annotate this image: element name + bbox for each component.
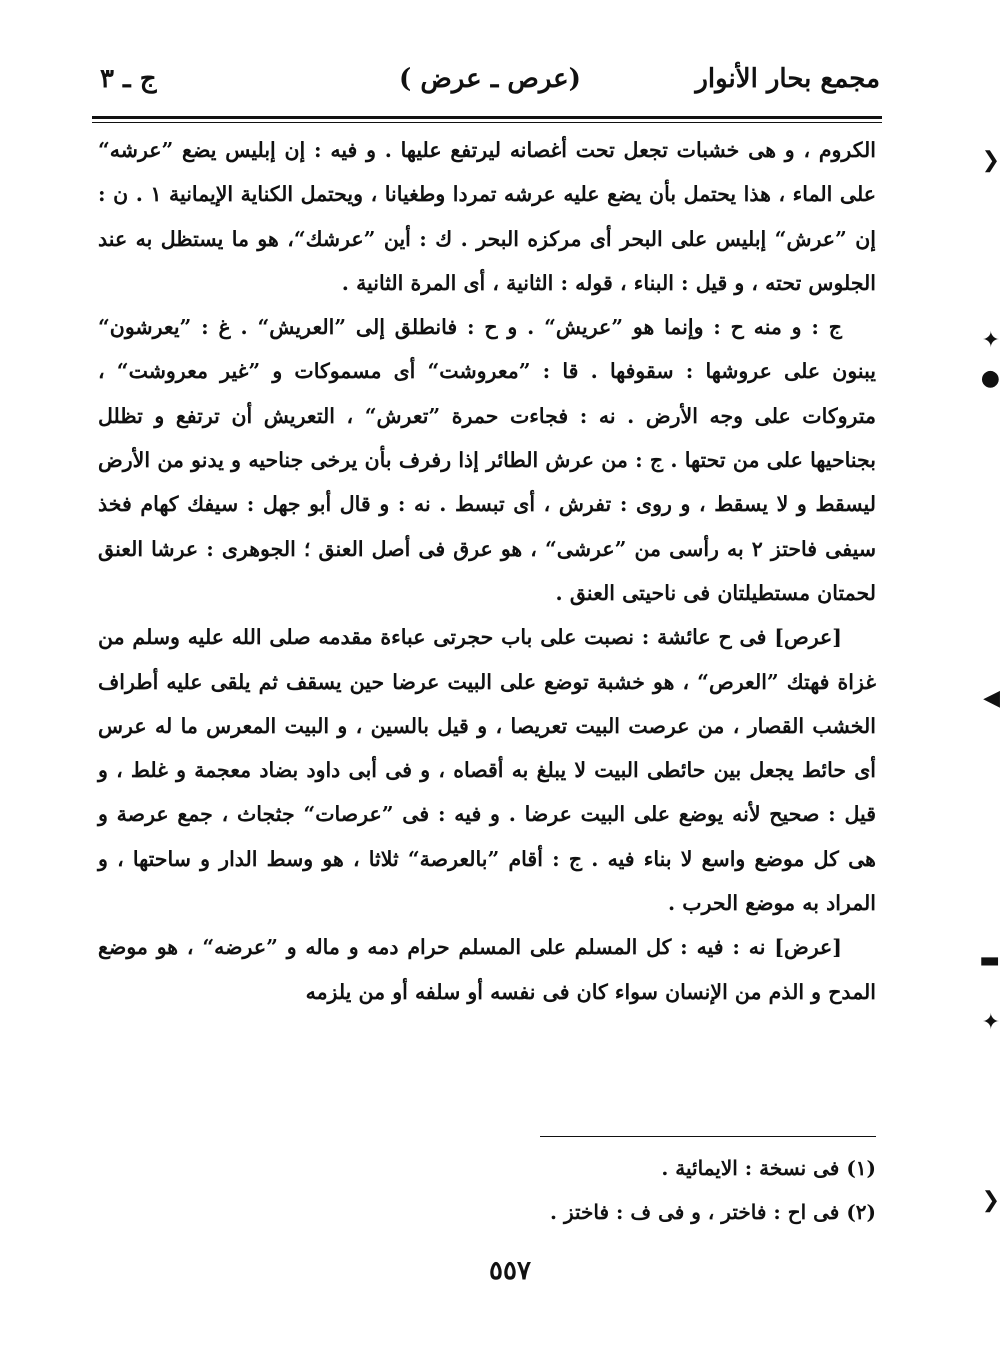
binding-mark-icon: ❯ <box>981 148 1000 173</box>
binding-mark-icon: ◀ <box>983 686 1000 711</box>
volume-label: ج ـ ٣ <box>100 64 157 94</box>
footnote-1: (١) فى نسخة : الايمائية . <box>661 1156 876 1180</box>
paragraph-ard: [عرض] نه : فيه : كل المسلم على المسلم حرام دمه و ماله و ”عرضه“ ، هو موضع المدح و الذم من الإنسان سواء كان فى نفسه أو سلفه أو من يلزمه <box>98 935 876 1004</box>
footnote-rule <box>540 1136 876 1137</box>
running-header <box>100 58 880 108</box>
footnotes <box>500 1146 876 1234</box>
binding-mark-icon: ▬ <box>979 948 1000 973</box>
binding-mark-icon: ✦ <box>981 328 1000 353</box>
binding-mark-icon: ● <box>980 366 1000 391</box>
binding-mark-icon: ✦ <box>981 1010 1000 1035</box>
paragraph-arish: ج : و منه ح : وإنما هو ”عريش“ . و ح : فانطلق إلى ”العريش“ . غ : ”يعرشون“ يبنون على عروشها : سقوفها . قا : ”معروشت“ أى مسموكات و ”غير معروشت“ ، متروكات على وجه الأرض . نه : فجاءت حمرة ”تعرش“ ، التعريش أن ترتفع و تظلل بجناحيها على من تحتها . ج : من عرش الطائر إذا رفرف بأن يرخى جناحيه و يدنو من الأرض ليسقط و لا يسقط ، و روى : تفرش ، أى تبسط . نه : و قال أبو جهل : سيفك كهام فخذ سيفى فاحتز ٢ به رأسى من ”عرشى“ ، هو عرق فى أصل العنق ؛ الجوهرى : عرشا العنق لحمتان مستطيلتان فى ناحيتى العنق . <box>98 315 876 605</box>
page-number: ٥٥٧ <box>489 1256 531 1286</box>
footnote-2: (٢) فى اح : فاختر ، و فى ف : فاختز . <box>550 1200 876 1224</box>
main-text <box>98 128 876 1014</box>
book-title: مجمع بحار الأنوار <box>695 64 880 94</box>
paragraph-aras: [عرص] فى ح عائشة : نصبت على باب حجرتى عباءة مقدمه صلى الله عليه وسلم من غزاة فهتك ”العرص“ ، هو خشبة توضع على البيت عرضا حين يسقف ثم يلقى عليه أطراف الخشب القصار ، من عرصت البيت تعريصا ، و قيل بالسين ، و البيت المعرس ما له عرس أى حائط يجعل بين حائطى البيت لا يبلغ به أقصاه ، و فى أبى داود بضاد معجمة و غلط ، و قيل : صحيح لأنه يوضع على البيت عرضا . و فيه : فى ”عرصات“ جثجاث ، جمع عرصة و هى كل موضع واسع لا بناء فيه . ج : أقام ”بالعرصة“ ثلاثا ، هو وسط الدار و ساحتها ، و المراد به موضع الحرب . <box>98 625 876 916</box>
paragraph-arsh-continued: الكروم ، و هى خشبات تجعل تحت أغصانه ليرتفع عليها . و فيه : إن إبليس يضع ”عرشه“ على الماء ، هذا يحتمل بأن يضع عليه عرشه تمردا وطغيانا ، ويحتمل الكناية الإيمانية ١ . ن : إن ”عرش“ إبليس على البحر أى مركزه البحر . ك : أين ”عرشك“، هو ما يستظل به عند الجلوس تحته ، و قيل : البناء ، قوله : الثانية ، أى المرة الثانية . <box>98 138 877 295</box>
header-rule-thin <box>92 122 882 123</box>
header-rule-thick <box>92 116 882 119</box>
binding-mark-icon: ❯ <box>981 1188 1000 1213</box>
entry-range: (عرص ـ عرض ) <box>399 64 581 94</box>
